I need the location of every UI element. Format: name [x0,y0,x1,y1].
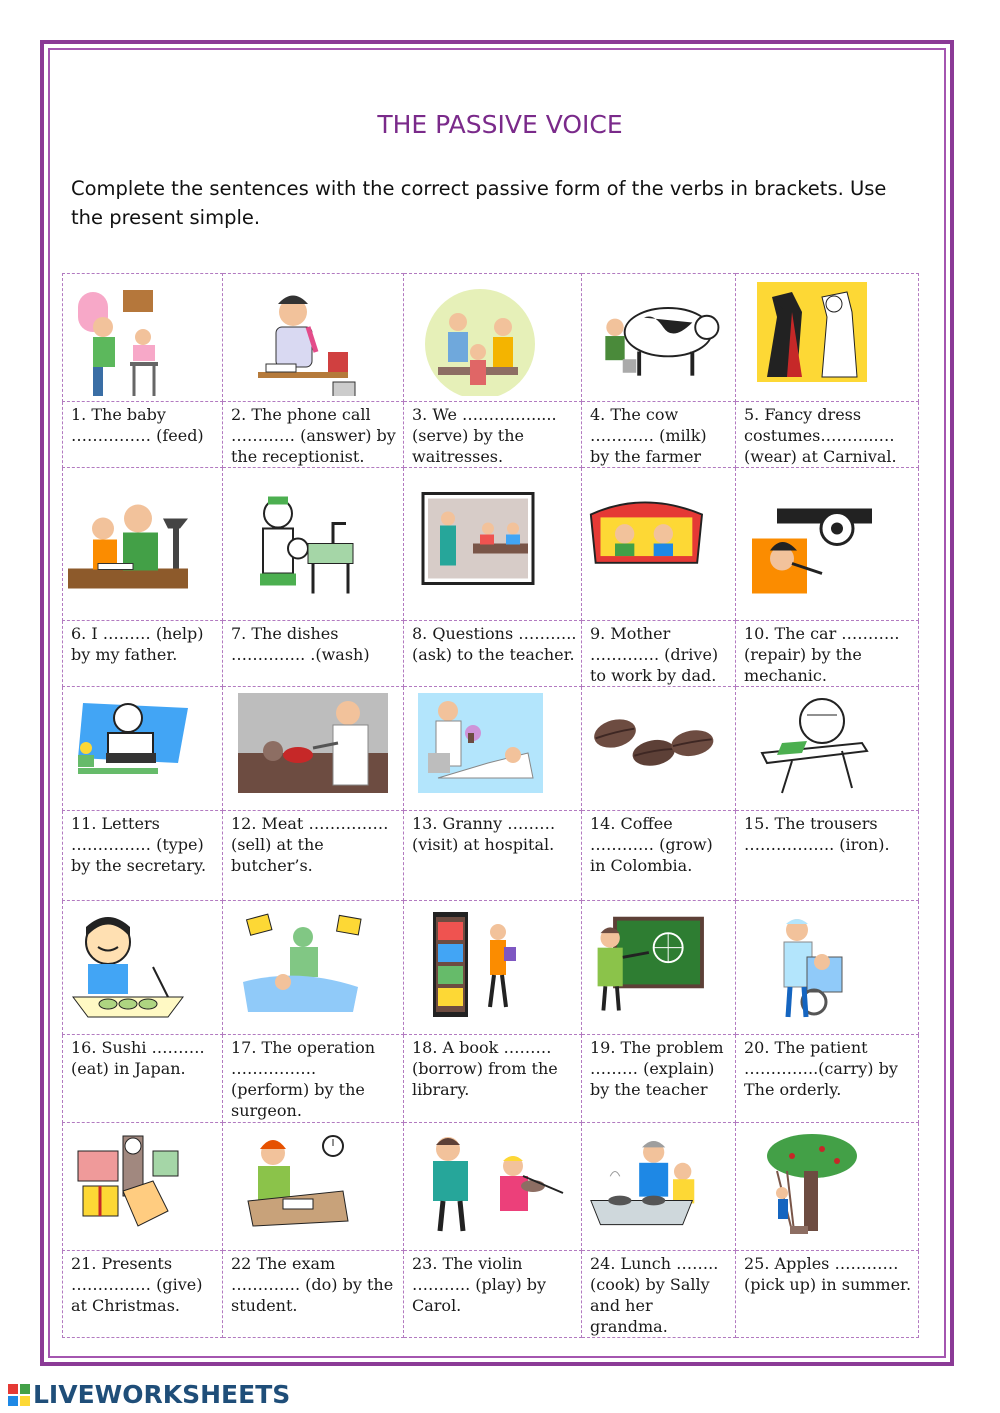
picture-cell [63,901,223,1035]
sentence-text: 5. Fancy dress costumes………..… (wear) at Carnival. [736,402,919,468]
picture-cell [223,468,404,621]
picture-cell [223,901,404,1035]
sentence-text: 14. Coffee ………… (grow) in Colombia. [582,811,736,901]
cooking-icon [586,1127,731,1245]
apple-tree-icon [752,1127,902,1245]
butcher-icon [238,691,388,805]
picture-row [63,901,919,1035]
picture-cell [582,468,736,621]
sentence-text: 10. The car ……….. (repair) by the mechanic. [736,621,919,687]
picture-row [63,687,919,811]
cow-milking-icon [586,278,731,396]
classroom-icon [418,472,568,615]
picture-cell [582,274,736,402]
sentence-text: 11. Letters …………… (type) by the secretary. [63,811,223,901]
baby-feeding-icon [68,278,218,396]
picture-cell [404,901,582,1035]
sentence-text: 12. Meat …………… (sell) at the butcher’s. [223,811,404,901]
picture-row [63,1123,919,1251]
brand-text: LIVEWORKSHEETS [33,1380,291,1409]
surgery-icon [238,905,388,1029]
logo-squares-icon [8,1383,30,1412]
picture-cell [404,274,582,402]
sentence-text: 20. The patient …………..(carry) by The orderly. [736,1035,919,1123]
coffee-beans-icon [586,691,731,805]
picture-cell [404,1123,582,1251]
sentence-row [63,402,919,468]
sentence-text: 7. The dishes ………….. .(wash) [223,621,404,687]
sentence-text: 15. The trousers …………….. (iron). [736,811,919,901]
picture-row [63,274,919,402]
teacher-board-icon [586,905,731,1029]
sentence-text: 3. We ……….…..... (serve) by the waitresses. [404,402,582,468]
liveworksheets-logo [8,1380,290,1410]
receptionist-phone-icon [238,278,388,396]
picture-cell [223,687,404,811]
picture-cell [582,901,736,1035]
sushi-icon [68,905,218,1029]
picture-cell [63,687,223,811]
sentence-text: 22 The exam …………. (do) by the student. [223,1251,404,1338]
orderly-wheelchair-icon [752,905,902,1029]
sentence-text: 23. The violin ……….. (play) by Carol. [404,1251,582,1338]
sentence-text: 4. The cow ………… (milk) by the farmer [582,402,736,468]
picture-cell [582,687,736,811]
picture-cell [736,901,919,1035]
sentence-text: 9. Mother …………. (drive) to work by dad. [582,621,736,687]
sentence-text: 1. The baby …………… (feed) [63,402,223,468]
picture-cell [736,468,919,621]
picture-cell [223,1123,404,1251]
sentence-text: 21. Presents …………… (give) at Christmas. [63,1251,223,1338]
sentence-row [63,811,919,901]
sentence-text: 13. Granny ……… (visit) at hospital. [404,811,582,901]
car-driving-icon [586,472,731,615]
sentence-text: 24. Lunch …….. (cook) by Sally and her grandma. [582,1251,736,1338]
picture-cell [404,468,582,621]
sentence-text: 6. I ……… (help) by my father. [63,621,223,687]
picture-cell [404,687,582,811]
picture-cell [582,1123,736,1251]
father-helping-icon [68,472,218,615]
sentence-text: 16. Sushi ………. (eat) in Japan. [63,1035,223,1123]
violin-lesson-icon [418,1127,568,1245]
worksheet-title: THE PASSIVE VOICE [377,110,623,139]
carnival-costumes-icon [752,278,902,396]
sentence-text: 17. The operation ……………. (perform) by the surgeon. [223,1035,404,1123]
instructions: Complete the sentences with the correct passive form of the verbs in brackets. Use the present simple. [71,177,887,229]
picture-row [63,468,919,621]
picture-cell [736,274,919,402]
picture-cell [736,687,919,811]
exercise-grid [62,273,919,1338]
picture-cell [63,1123,223,1251]
picture-cell [736,1123,919,1251]
typewriter-icon [68,691,218,805]
hospital-visit-icon [418,691,568,805]
student-exam-icon [238,1127,388,1245]
sentence-text: 8. Questions ……….. (ask) to the teacher. [404,621,582,687]
sentence-row [63,621,919,687]
ironing-icon [752,691,902,805]
library-icon [418,905,568,1029]
mechanic-icon [752,472,902,615]
christmas-presents-icon [68,1127,218,1245]
picture-cell [223,274,404,402]
sentence-text: 19. The problem ……… (explain) by the teacher [582,1035,736,1123]
sentence-row [63,1251,919,1338]
picture-cell [63,468,223,621]
picture-cell [63,274,223,402]
washing-dishes-icon [238,472,388,615]
sentence-row [63,1035,919,1123]
waitresses-serving-icon [418,278,568,396]
sentence-text: 18. A book ……… (borrow) from the library. [404,1035,582,1123]
sentence-text: 25. Apples ………… (pick up) in summer. [736,1251,919,1338]
sentence-text: 2. The phone call ………… (answer) by the receptionist. [223,402,404,468]
